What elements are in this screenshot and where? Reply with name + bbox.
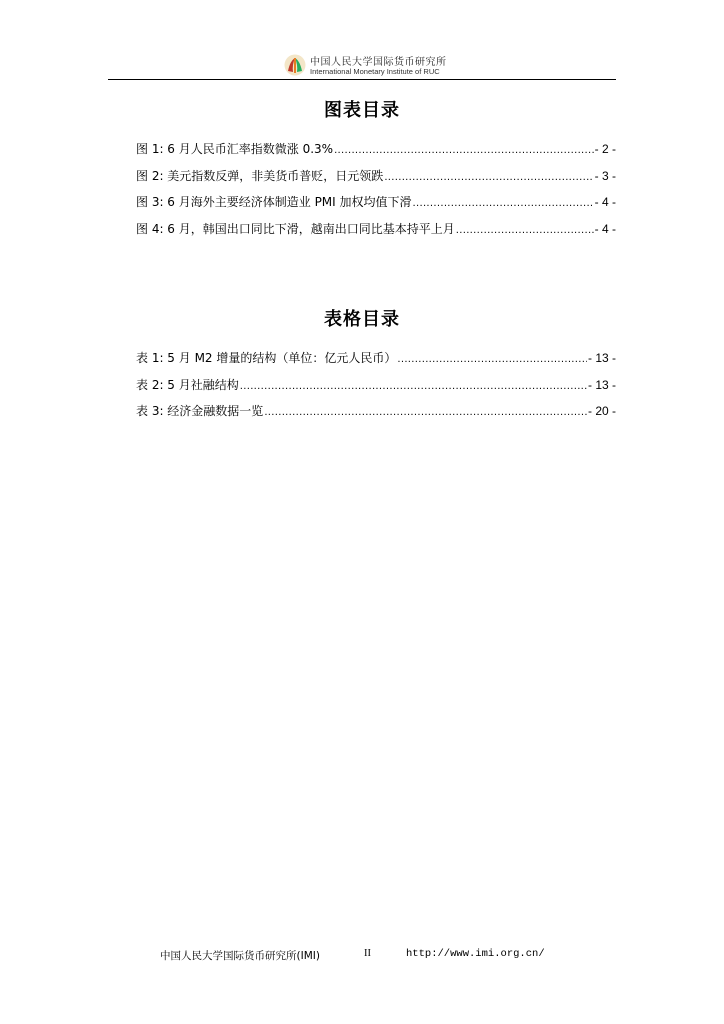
toc-entry[interactable]	[136, 140, 616, 167]
toc-leader	[456, 225, 594, 236]
toc-entry-page[interactable]: - 13 -	[587, 377, 616, 392]
toc-entry[interactable]	[136, 220, 616, 247]
imi-logo-icon	[284, 53, 306, 77]
footer-url[interactable]: http://www.imi.org.cn/	[406, 948, 545, 960]
org-name-cn: 中国人民大学国际货币研究所	[310, 57, 447, 68]
toc-entry-page[interactable]: - 13 -	[587, 351, 616, 365]
toc-leader	[240, 381, 587, 392]
header-divider	[108, 79, 616, 80]
toc-entry-page[interactable]: - 4 -	[594, 195, 616, 209]
footer-org: 中国人民大学国际货币研究所(IMI)	[160, 950, 320, 962]
figures-toc	[136, 140, 616, 246]
page-header	[0, 48, 724, 82]
toc-entry-label[interactable]: 表 3: 经济金融数据一览	[136, 404, 264, 418]
toc-entry[interactable]	[136, 167, 616, 194]
tables-toc	[136, 349, 616, 429]
figures-toc-title: 图表目录	[324, 100, 400, 121]
footer-page-number: II	[364, 948, 371, 959]
toc-entry[interactable]	[136, 376, 616, 403]
toc-entry-page[interactable]: - 3 -	[594, 168, 616, 183]
toc-leader	[397, 354, 587, 365]
toc-entry-label[interactable]: 图 1: 6 月人民币汇率指数微涨 0.3%	[136, 142, 334, 156]
tables-toc-title: 表格目录	[324, 309, 400, 330]
toc-entry-label[interactable]: 图 2: 美元指数反弹，非美货币普贬，日元领跌	[136, 168, 384, 183]
toc-entry[interactable]	[136, 193, 616, 220]
toc-entry[interactable]	[136, 349, 616, 376]
toc-leader	[384, 172, 593, 183]
toc-entry[interactable]	[136, 402, 616, 429]
toc-leader	[413, 198, 594, 209]
toc-leader	[264, 407, 587, 418]
toc-entry-page[interactable]: - 20 -	[587, 404, 616, 418]
toc-entry-label[interactable]: 图 3: 6 月海外主要经济体制造业 PMI 加权均值下滑	[136, 195, 412, 209]
toc-entry-page[interactable]: - 2 -	[594, 142, 616, 156]
org-name-en: International Monetary Institute of RUC	[310, 67, 440, 76]
toc-entry-page[interactable]: - 4 -	[594, 221, 616, 236]
toc-entry-label[interactable]: 表 1: 5 月 M2 增量的结构（单位：亿元人民币）	[136, 351, 397, 365]
toc-leader	[334, 145, 594, 156]
toc-entry-label[interactable]: 表 2: 5 月社融结构	[136, 377, 239, 392]
toc-entry-label[interactable]: 图 4: 6 月，韩国出口同比下滑，越南出口同比基本持平上月	[136, 221, 455, 236]
